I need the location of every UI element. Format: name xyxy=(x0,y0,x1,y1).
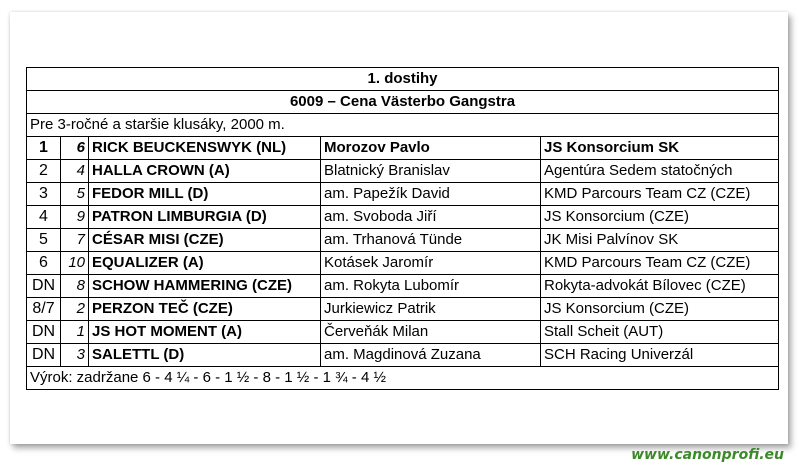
driver-name: Morozov Pavlo xyxy=(321,137,541,160)
driver-name: Jurkiewicz Patrik xyxy=(321,298,541,321)
driver-name: Červeňák Milan xyxy=(321,321,541,344)
start-number: 5 xyxy=(61,183,89,206)
race-title: 6009 – Cena Västerbo Gangstra xyxy=(27,91,779,114)
start-number: 3 xyxy=(61,344,89,367)
race-footer-row xyxy=(27,367,779,390)
owner-name: JS Konsorcium (CZE) xyxy=(541,298,779,321)
start-number: 10 xyxy=(61,252,89,275)
horse-name: EQUALIZER (A) xyxy=(89,252,321,275)
race-heading-row xyxy=(27,68,779,91)
owner-name: Stall Scheit (AUT) xyxy=(541,321,779,344)
result-row xyxy=(27,160,779,183)
result-row xyxy=(27,298,779,321)
result-row xyxy=(27,206,779,229)
horse-name: SCHOW HAMMERING (CZE) xyxy=(89,275,321,298)
placing: 8/7 xyxy=(27,298,61,321)
placing: DN xyxy=(27,344,61,367)
start-number: 8 xyxy=(61,275,89,298)
race-conditions: Pre 3-ročné a staršie klusáky, 2000 m. xyxy=(27,114,779,137)
start-number: 6 xyxy=(61,137,89,160)
horse-name: JS HOT MOMENT (A) xyxy=(89,321,321,344)
horse-name: CÉSAR MISI (CZE) xyxy=(89,229,321,252)
placing: 5 xyxy=(27,229,61,252)
placing: DN xyxy=(27,275,61,298)
race-heading: 1. dostihy xyxy=(27,68,779,91)
result-row xyxy=(27,344,779,367)
driver-name: am. Magdinová Zuzana xyxy=(321,344,541,367)
start-number: 9 xyxy=(61,206,89,229)
horse-name: SALETTL (D) xyxy=(89,344,321,367)
race-footer: Výrok: zadržane 6 - 4 ¼ - 6 - 1 ½ - 8 - 1 ½ - 1 ¾ - 4 ½ xyxy=(27,367,779,390)
result-row xyxy=(27,252,779,275)
driver-name: Blatnický Branislav xyxy=(321,160,541,183)
result-row xyxy=(27,183,779,206)
owner-name: KMD Parcours Team CZ (CZE) xyxy=(541,252,779,275)
start-number: 1 xyxy=(61,321,89,344)
owner-name: JK Misi Palvínov SK xyxy=(541,229,779,252)
driver-name: am. Svoboda Jiří xyxy=(321,206,541,229)
horse-name: PATRON LIMBURGIA (D) xyxy=(89,206,321,229)
placing: 3 xyxy=(27,183,61,206)
result-row xyxy=(27,229,779,252)
placing: 2 xyxy=(27,160,61,183)
owner-name: KMD Parcours Team CZ (CZE) xyxy=(541,183,779,206)
owner-name: Rokyta-advokát Bílovec (CZE) xyxy=(541,275,779,298)
driver-name: am. Rokyta Lubomír xyxy=(321,275,541,298)
start-number: 7 xyxy=(61,229,89,252)
result-row xyxy=(27,137,779,160)
horse-name: PERZON TEČ (CZE) xyxy=(89,298,321,321)
placing: DN xyxy=(27,321,61,344)
result-row xyxy=(27,321,779,344)
driver-name: Kotásek Jaromír xyxy=(321,252,541,275)
start-number: 4 xyxy=(61,160,89,183)
race-title-row xyxy=(27,91,779,114)
results-sheet xyxy=(10,12,788,444)
driver-name: am. Papežík David xyxy=(321,183,541,206)
owner-name: Agentúra Sedem statočných xyxy=(541,160,779,183)
result-row xyxy=(27,275,779,298)
horse-name: RICK BEUCKENSWYK (NL) xyxy=(89,137,321,160)
start-number: 2 xyxy=(61,298,89,321)
race-conditions-row xyxy=(27,114,779,137)
horse-name: HALLA CROWN (A) xyxy=(89,160,321,183)
owner-name: JS Konsorcium (CZE) xyxy=(541,206,779,229)
placing: 6 xyxy=(27,252,61,275)
race-results-table xyxy=(26,67,779,390)
watermark: www.canonprofi.eu xyxy=(631,447,784,463)
horse-name: FEDOR MILL (D) xyxy=(89,183,321,206)
placing: 4 xyxy=(27,206,61,229)
owner-name: SCH Racing Univerzál xyxy=(541,344,779,367)
driver-name: am. Trhanová Tünde xyxy=(321,229,541,252)
owner-name: JS Konsorcium SK xyxy=(541,137,779,160)
placing: 1 xyxy=(27,137,61,160)
